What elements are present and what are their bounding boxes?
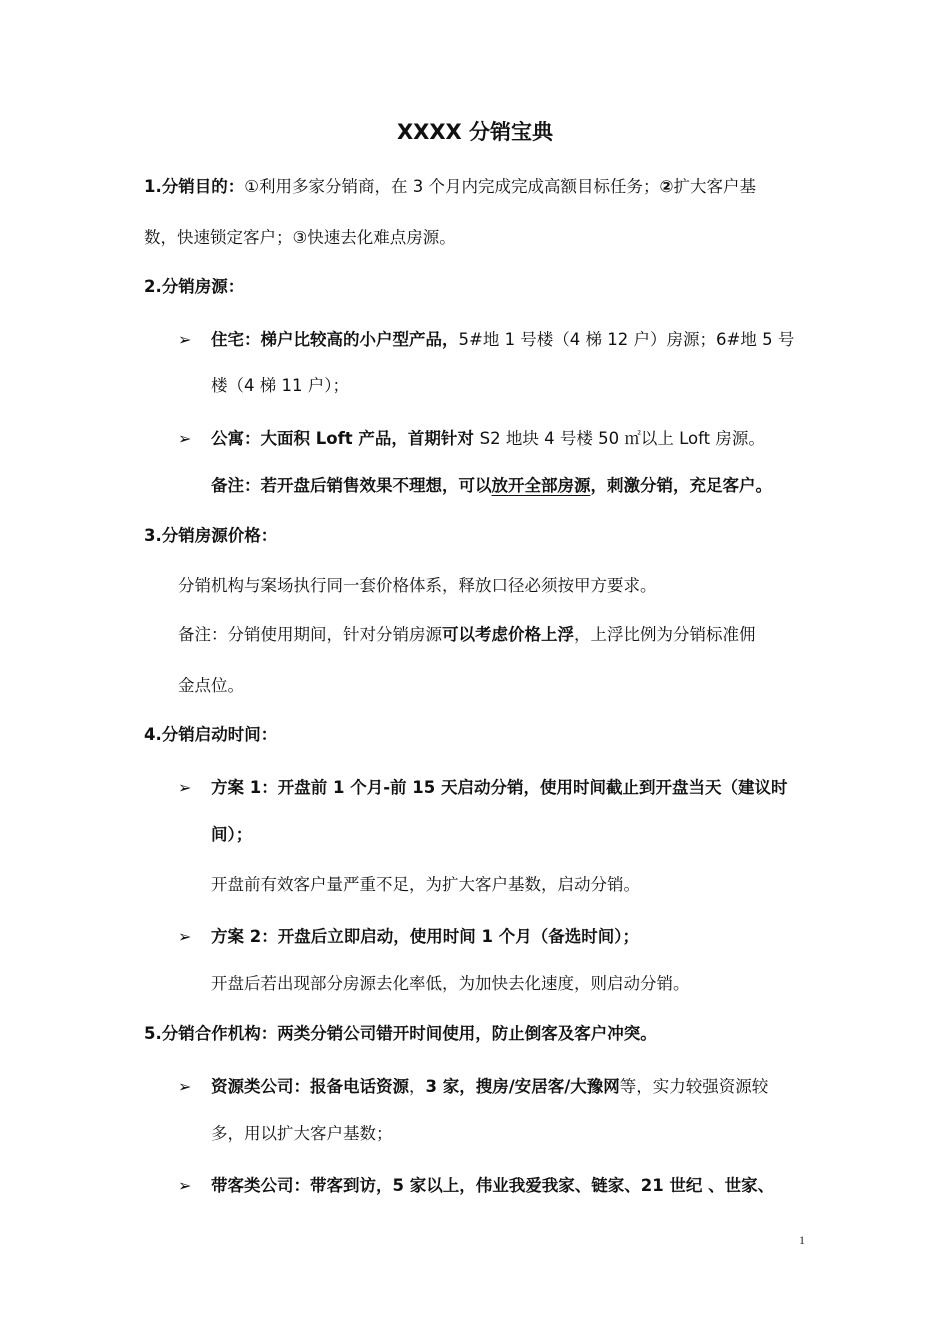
partner-type-2: 带客类公司：带客到访，5 家以上，伟业我爱我家、链家、21 世纪 、世家、 <box>211 1176 775 1195</box>
section-3-heading: 3.分销房源价格： <box>144 526 278 545</box>
section-2-heading: 2.分销房源： <box>144 277 245 296</box>
note-bold-2: ，刺激分销，充足客户。 <box>590 476 772 495</box>
option-1-line-1: 方案 1：开盘前 1 个月-前 15 天启动分销，使用时间截止到开盘当天（建议时 <box>211 778 788 797</box>
section-2-item-2 <box>211 427 765 451</box>
partner-1-bold-a: 资源类公司：报备电话资源 <box>211 1077 409 1096</box>
section-1-line-2: 数，快速锁定客户；③快速去化难点房源。 <box>144 228 456 247</box>
note-bold-1: 备注：若开盘后销售效果不理想，可以 <box>211 476 492 495</box>
section-2-item-1-cont: 楼（4 梯 11 户）； <box>211 376 349 395</box>
partner-1-text: 等，实力较强资源较 <box>619 1077 769 1096</box>
option-1-line-2: 间）； <box>211 825 253 844</box>
section-5-heading: 5.分销合作机构：两类分销公司错开时间使用，防止倒客及客户冲突。 <box>144 1024 657 1043</box>
section-3-note-bold: 可以考虑价格上浮 <box>442 625 574 644</box>
option-2-desc: 开盘后若出现部分房源去化率低，为加快去化速度，则启动分销。 <box>211 974 690 993</box>
bullet-arrow-icon: ➢ <box>178 429 192 448</box>
item-1-text: 5#地 1 号楼（4 梯 12 户）房源；6#地 5 号 <box>458 330 795 349</box>
section-1-text-2: 扩大客户基 <box>673 177 757 196</box>
section-1-marker-2: ② <box>659 177 674 196</box>
section-3-note-c: ，上浮比例为分销标准佣 <box>574 625 756 644</box>
section-2-item-1 <box>211 328 794 352</box>
section-3-note-a: 备注：分销使用期间，针对分销房源 <box>178 625 442 644</box>
partner-type-1 <box>211 1075 768 1099</box>
bullet-arrow-icon: ➢ <box>178 927 192 946</box>
item-2-text: S2 地块 4 号楼 50 ㎡以上 Loft 房源。 <box>479 429 765 448</box>
bullet-arrow-icon: ➢ <box>178 1077 192 1096</box>
note-underlined: 放开全部房源 <box>491 476 591 495</box>
section-4-heading: 4.分销启动时间： <box>144 725 278 744</box>
option-1-desc: 开盘前有效客户量严重不足，为扩大客户基数，启动分销。 <box>211 875 640 894</box>
bullet-arrow-icon: ➢ <box>178 1176 192 1195</box>
partner-type-1-cont: 多，用以扩大客户基数； <box>211 1124 393 1143</box>
item-2-bold: 公寓：大面积 Loft 产品，首期针对 <box>211 429 480 448</box>
section-2-note <box>211 474 772 498</box>
section-3-para-2-cont: 金点位。 <box>178 676 244 695</box>
section-3-para-2 <box>178 623 756 647</box>
section-1-text-1: ①利用多家分销商，在 3 个月内完成完成高额目标任务； <box>244 177 660 196</box>
bullet-arrow-icon: ➢ <box>178 330 192 349</box>
section-1-heading: 1.分销目的： <box>144 177 245 196</box>
partner-1-bold-b: 3 家，搜房/安居客/大豫网 <box>425 1077 620 1096</box>
item-1-bold: 住宅：梯户比较高的小户型产品， <box>211 330 459 349</box>
partner-1-comma: ， <box>409 1077 426 1096</box>
option-2-line-1: 方案 2：开盘后立即启动，使用时间 1 个月（备选时间）； <box>211 927 639 946</box>
bullet-arrow-icon: ➢ <box>178 778 192 797</box>
section-1-line-1 <box>144 175 756 199</box>
document-title: XXXX 分销宝典 <box>396 120 554 144</box>
section-3-para-1: 分销机构与案场执行同一套价格体系，释放口径必须按甲方要求。 <box>178 576 657 595</box>
page-number: 1 <box>799 1233 805 1247</box>
